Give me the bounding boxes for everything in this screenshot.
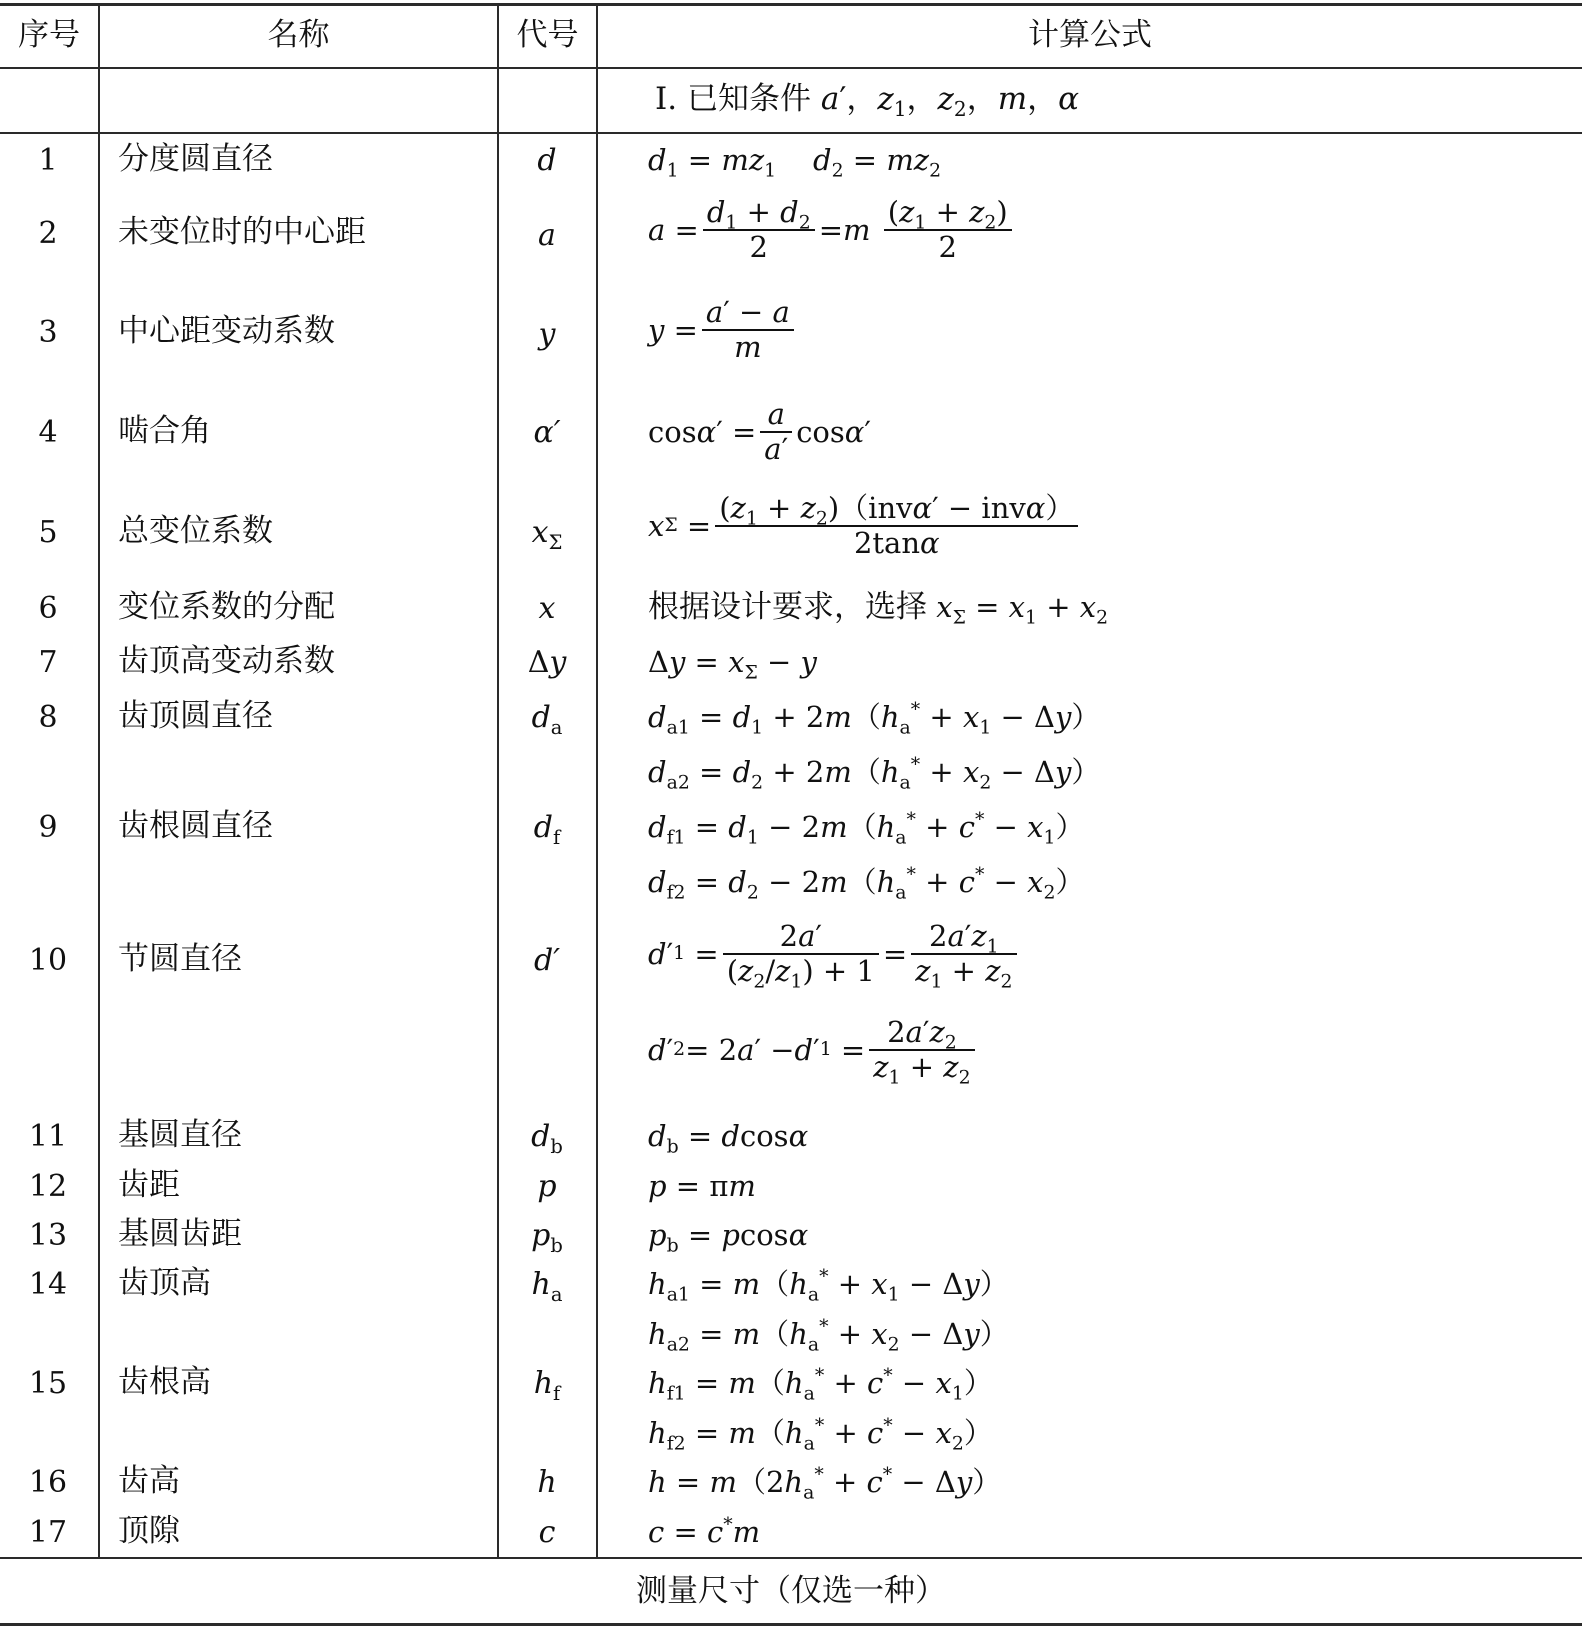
row-12-index: 12 (28, 1169, 68, 1204)
row-17-symbol: c (538, 1515, 556, 1550)
row-7-index: 7 (38, 645, 58, 680)
row-4-formula: cos α ′ = $\frac{a}{a'}$ cos α ′ (648, 397, 871, 466)
row-14-symbol: $h_a$ (531, 1267, 563, 1306)
row-15-name: 齿根高 (118, 1364, 211, 1400)
row-1-formula: $d_1 = mz_1$ $d_2 = mz_2$ (648, 143, 942, 182)
row-8-symbol: $d_a$ (531, 700, 563, 739)
row-6-formula-prefix: 根据设计要求，选择 (648, 589, 927, 625)
section-divider (0, 132, 1582, 134)
row-4-index: 4 (38, 415, 58, 450)
row-8-formula-1: $d_{a1} = d_1 + 2m(h_a^* + x_1 - \Delta y)$ (648, 699, 1101, 739)
body-bottom-divider (0, 1557, 1582, 1559)
top-border (0, 3, 1582, 6)
row-16-symbol: h (537, 1465, 557, 1500)
section-known-conditions (655, 81, 1080, 122)
row-8-formula-2: $d_{a2} = d_2 + 2m(h_a^* + x_2 - \Delta y)$ (648, 754, 1101, 794)
row-11-index: 11 (28, 1119, 68, 1154)
row-13-index: 13 (28, 1218, 68, 1253)
row-11-symbol: $d_b$ (531, 1119, 563, 1158)
row-10-symbol: d′ (533, 943, 560, 978)
row-5-name: 总变位系数 (118, 513, 273, 549)
header-formula: 计算公式 (1028, 17, 1152, 53)
row-2-name: 未变位时的中心距 (118, 214, 366, 250)
row-2-index: 2 (38, 216, 58, 251)
column-divider-3 (596, 3, 598, 1558)
row-16-index: 16 (28, 1465, 68, 1500)
footer-measurement-label: 测量尺寸（仅选一种） (636, 1573, 946, 1609)
row-5-symbol: $x_\Sigma$ (531, 515, 563, 554)
header-divider (0, 67, 1582, 69)
row-4-symbol: α′ (533, 415, 561, 450)
row-8-index: 8 (38, 700, 58, 735)
header-index: 序号 (18, 17, 80, 53)
row-14-index: 14 (28, 1267, 68, 1302)
row-14-name: 齿顶高 (118, 1265, 211, 1301)
row-17-index: 17 (28, 1515, 68, 1550)
row-1-name: 分度圆直径 (118, 141, 273, 177)
row-6-symbol: x (538, 591, 556, 626)
row-3-name: 中心距变动系数 (118, 313, 335, 349)
row-10-formula-1: d ′ 1 = $\frac{2a'}{(z_2/z_1) + 1}$ = $\frac{2a'z_1}{z_1 + z_2}$ (648, 920, 1021, 988)
row-13-symbol: $p_b$ (531, 1218, 563, 1257)
row-9-formula-2: $d_{f2} = d_2 - 2m(h_a^* + c^* - x_2)$ (648, 864, 1085, 904)
row-10-index: 10 (28, 943, 68, 978)
row-9-index: 9 (38, 810, 58, 845)
section-known-prefix: Ⅰ. 已知条件 (655, 81, 811, 117)
row-2-formula: a = $\frac{d_1 + d_2}{2}$ = m $\frac{(z_1 + z_2)}{2}$ (648, 196, 1016, 264)
row-8-name: 齿顶圆直径 (118, 698, 273, 734)
row-9-name: 齿根圆直径 (118, 808, 273, 844)
bottom-border (0, 1623, 1582, 1626)
row-6-index: 6 (38, 591, 58, 626)
row-15-index: 15 (28, 1366, 68, 1401)
row-3-index: 3 (38, 315, 58, 350)
row-6-name: 变位系数的分配 (118, 589, 335, 625)
row-9-formula-1: $d_{f1} = d_1 - 2m(h_a^* + c^* - x_1)$ (648, 809, 1085, 849)
row-5-index: 5 (38, 515, 58, 550)
row-10-name: 节圆直径 (118, 941, 242, 977)
row-14-formula-2: $h_{a2} = m(h_a^* + x_2 - \Delta y)$ (648, 1316, 1009, 1356)
header-name: 名称 (267, 17, 330, 53)
row-11-name: 基圆直径 (118, 1117, 242, 1153)
row-15-formula-1: $h_{f1} = m(h_a^* + c^* - x_1)$ (648, 1365, 993, 1405)
row-3-formula: y = $\frac{a' - a}{m}$ (648, 296, 798, 364)
row-17-formula: c = c*m (648, 1514, 761, 1549)
section-known-vars: a′，$z_1$，$z_2$，m，α (820, 81, 1080, 122)
row-1-index: 1 (38, 143, 58, 178)
row-5-formula: x Σ = $\frac{(z_1 + z_2)(inv\alpha' - inv\alpha)}{2\tan\alpha}$ (648, 492, 1082, 560)
row-11-formula: $d_b = dcos\alpha$ (648, 1119, 809, 1158)
row-15-symbol: $h_f$ (533, 1366, 561, 1405)
row-13-name: 基圆齿距 (118, 1216, 242, 1252)
row-6-formula: 根据设计要求，选择 $x_\Sigma = x_1 + x_2$ (648, 589, 1109, 629)
row-9-symbol: $d_f$ (533, 810, 561, 849)
row-7-symbol: Δy (527, 645, 567, 680)
row-3-symbol: y (538, 317, 556, 352)
row-4-name: 啮合角 (118, 413, 211, 449)
row-16-name: 齿高 (118, 1463, 180, 1499)
row-10-formula-2: d ′ 2 = 2 a ′ − d ′ 1 = $\frac{2a'z_2}{z_1 + z_2}$ (648, 1016, 979, 1084)
row-12-formula: p = πm (648, 1169, 756, 1203)
row-13-formula: $p_b = pcos\alpha$ (648, 1218, 809, 1257)
row-14-formula-1: $h_{a1} = m(h_a^* + x_1 - \Delta y)$ (648, 1266, 1009, 1306)
row-17-name: 顶隙 (118, 1513, 180, 1549)
row-16-formula: $h = m(2h_a^* + c^* - \Delta y)$ (648, 1464, 1002, 1504)
row-7-formula: $\Delta y = x_\Sigma - y$ (648, 645, 817, 684)
column-divider-1 (98, 3, 100, 1558)
row-1-symbol: d (537, 143, 557, 178)
row-15-formula-2: $h_{f2} = m(h_a^* + c^* - x_2)$ (648, 1415, 993, 1455)
row-2-symbol: a (538, 218, 556, 253)
row-7-name: 齿顶高变动系数 (118, 643, 335, 679)
row-12-name: 齿距 (118, 1167, 180, 1203)
row-12-symbol: p (537, 1169, 557, 1204)
header-symbol: 代号 (516, 17, 579, 53)
